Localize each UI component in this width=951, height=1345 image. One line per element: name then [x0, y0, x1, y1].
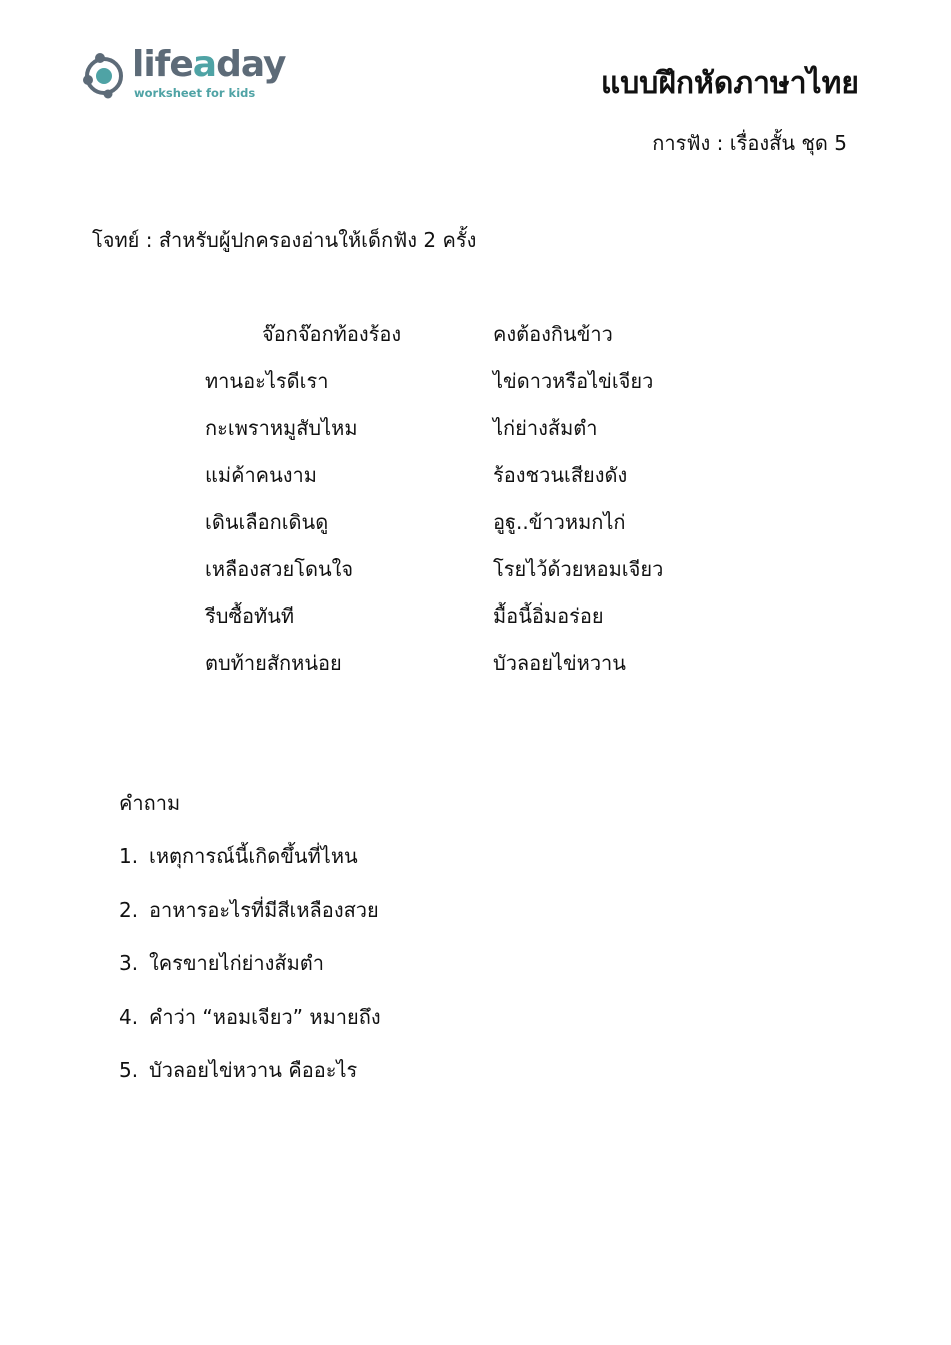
poem-line-left: จ๊อกจ๊อกท้องร้อง: [262, 322, 402, 346]
poem-line-left: รีบซื้อทันที: [205, 604, 295, 628]
question-item: [119, 1001, 381, 1033]
logo-word-part1: life: [132, 44, 193, 85]
poem-line-left: ทานอะไรดีเรา: [205, 369, 329, 393]
question-number: 3.: [119, 951, 139, 975]
page-title: แบบฝึกหัดภาษาไทย: [600, 66, 859, 101]
poem-line-right: ร้องชวนเสียงดัง: [493, 463, 628, 487]
question-text: ใครขายไก่ย่างส้มตำ: [149, 951, 324, 975]
poem-line-right: ไก่ย่างส้มตำ: [493, 416, 598, 440]
question-item: [119, 1054, 357, 1086]
question-item: [119, 894, 379, 926]
poem-line-left: ตบท้ายสักหน่อย: [205, 651, 342, 675]
question-text: อาหารอะไรที่มีสีเหลืองสวย: [149, 898, 379, 922]
logo-word-part2: day: [216, 44, 286, 85]
poem-line-right: มื้อนี้อิ่มอร่อย: [493, 604, 604, 628]
molecule-logo-icon: [82, 50, 134, 102]
logo-wordmark: [132, 44, 285, 85]
poem-line-left: กะเพราหมูสับไหม: [205, 416, 358, 440]
questions-heading: คำถาม: [119, 791, 181, 815]
question-item: [119, 947, 324, 979]
poem-line-right: ไข่ดาวหรือไข่เจียว: [493, 369, 654, 393]
logo: [82, 44, 286, 104]
question-text: คำว่า “หอมเจียว” หมายถึง: [149, 1005, 381, 1029]
logo-word-accent: a: [192, 44, 217, 85]
instruction-text: โจทย์ : สำหรับผู้ปกครองอ่านให้เด็กฟัง 2 ครั้ง: [92, 228, 477, 252]
poem-line-left: เดินเลือกเดินดู: [205, 510, 329, 534]
poem-line-right: โรยไว้ด้วยหอมเจียว: [493, 557, 664, 581]
poem-line-left: เหลืองสวยโดนใจ: [205, 557, 354, 581]
question-text: เหตุการณ์นี้เกิดขึ้นที่ไหน: [149, 844, 358, 868]
question-text: บัวลอยไข่หวาน คืออะไร: [149, 1058, 358, 1082]
poem-line-left: แม่ค้าคนงาม: [205, 463, 317, 487]
question-number: 4.: [119, 1005, 139, 1029]
poem-line-right: คงต้องกินข้าว: [493, 322, 613, 346]
page-subtitle: การฟัง : เรื่องสั้น ชุด 5: [652, 131, 847, 155]
question-number: 5.: [119, 1058, 139, 1082]
question-number: 2.: [119, 898, 139, 922]
poem-line-right: บัวลอยไข่หวาน: [493, 651, 626, 675]
question-item: [119, 840, 358, 872]
poem-line-right: อูฐู..ข้าวหมกไก่: [493, 510, 626, 534]
logo-tagline: worksheet for kids: [134, 86, 256, 100]
question-number: 1.: [119, 844, 139, 868]
